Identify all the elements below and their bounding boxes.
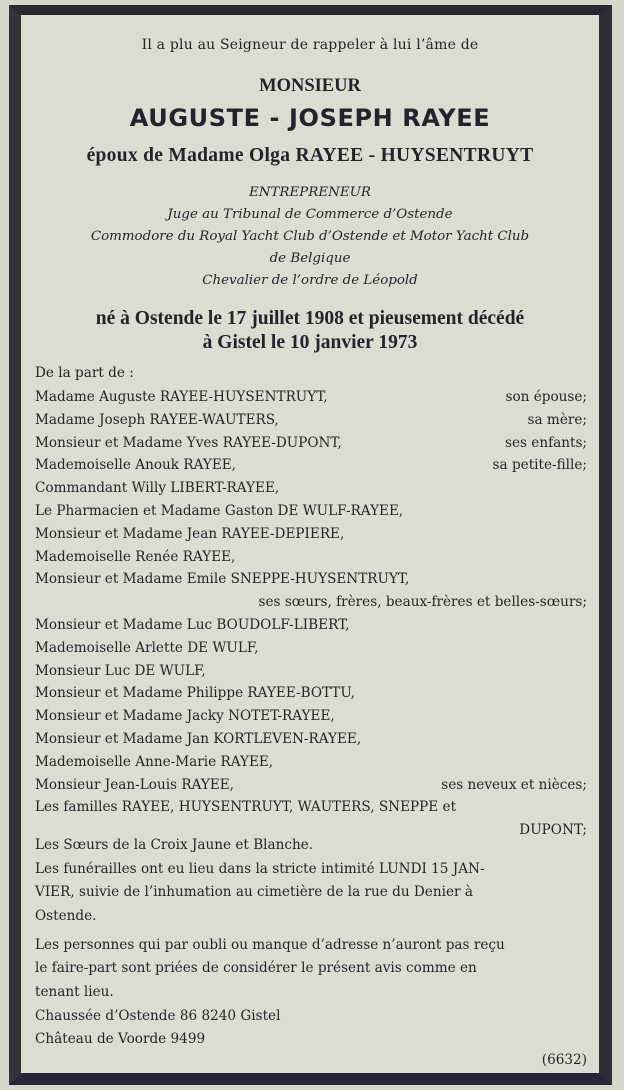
family-relation: sa petite-fille; [492, 457, 587, 474]
family-row [35, 640, 587, 662]
family-row [35, 503, 587, 525]
family-row [35, 685, 587, 707]
family-row [35, 754, 587, 776]
family-member-name: Mademoiselle Renée RAYEE, [35, 548, 236, 565]
death-notice [21, 15, 599, 1073]
family-member-name: Commandant Willy LIBERT-RAYEE, [35, 480, 280, 497]
family-row [35, 526, 587, 548]
family-member-name: Mademoiselle Anne-Marie RAYEE, [35, 753, 274, 770]
title-commodore: Commodore du Royal Yacht Club d’Ostende et Motor Yacht Club [90, 229, 530, 244]
family-member-name: Monsieur et Madame Philippe RAYEE-BOTTU, [35, 685, 355, 702]
family-member-name: Monsieur et Madame Jacky NOTET-RAYEE, [35, 708, 335, 725]
family-row [35, 549, 587, 571]
family-relation: DUPONT; [519, 822, 587, 839]
paragraph-funeral-1: Les funérailles ont eu lieu dans la stricte intimité LUNDI 15 JAN- [35, 861, 485, 877]
address-line-2: Château de Voorde 9499 [35, 1031, 206, 1047]
paragraph-notice-2: le faire-part sont priées de considérer le présent avis comme en [35, 960, 477, 976]
reference-number: (6632) [541, 1052, 587, 1068]
title-judge: Juge au Tribunal de Commerce d’Ostende [167, 207, 453, 222]
intro-line: Il a plu au Seigneur de rappeler à lui l’âme de [141, 37, 479, 53]
family-row [35, 663, 587, 685]
family-member-name: Les familles RAYEE, HUYSENTRUYT, WAUTERS, SNEPPE et [35, 799, 457, 816]
family-row [35, 799, 587, 821]
family-member-name: Mademoiselle Arlette DE WULF, [35, 639, 259, 656]
paragraph-notice-1: Les personnes qui par oubli ou manque d’adresse n’auront pas reçu [35, 937, 505, 953]
family-row [35, 571, 587, 593]
title-chevalier: Chevalier de l’ordre de Léopold [202, 273, 418, 288]
mourning-border-frame [9, 5, 612, 1085]
address-line-1: Chaussée d’Ostende 86 8240 Gistel [35, 1008, 281, 1024]
paragraph-notice-3: tenant lieu. [35, 984, 114, 1000]
family-member-name: Monsieur et Madame Emile SNEPPE-HUYSENTRUYT, [35, 571, 410, 588]
family-row [35, 777, 587, 799]
family-row [35, 708, 587, 730]
family-member-name: Madame Joseph RAYEE-WAUTERS, [35, 411, 279, 428]
paragraph-funeral-2: VIER, suivie de l’inhumation au cimetière de la rue du Denier à [35, 884, 473, 900]
family-member-name: Monsieur et Madame Jean RAYEE-DEPIERE, [35, 525, 345, 542]
birth-death-line-2: à Gistel le 10 janvier 1973 [202, 332, 418, 353]
from-label: De la part de : [35, 365, 134, 381]
family-member-name: Monsieur Luc DE WULF, [35, 662, 206, 679]
family-row [35, 617, 587, 639]
family-relation: son épouse; [505, 389, 587, 405]
family-member-name: Monsieur et Madame Luc BOUDOLF-LIBERT, [35, 617, 350, 633]
title-commodore-cont: de Belgique [269, 251, 351, 266]
family-member-name: Mademoiselle Anouk RAYEE, [35, 457, 236, 474]
family-member-name: Monsieur et Madame Yves RAYEE-DUPONT, [35, 434, 342, 451]
family-relation: ses sœurs, frères, beaux-frères et belles-sœurs; [258, 594, 587, 611]
family-member-name: Monsieur et Madame Jan KORTLEVEN-RAYEE, [35, 731, 362, 747]
spouse-line: époux de Madame Olga RAYEE - HUYSENTRUYT [86, 145, 534, 166]
family-relation: ses neveux et nièces; [441, 776, 587, 793]
paragraph-funeral-3: Ostende. [35, 908, 97, 924]
birth-death-line-1: né à Ostende le 17 juillet 1908 et pieusement décédé [95, 308, 525, 329]
family-relation: sa mère; [527, 411, 587, 428]
family-row [35, 731, 587, 753]
family-row [35, 480, 587, 502]
family-row [35, 457, 587, 479]
family-row [35, 435, 587, 457]
title-occupation: ENTREPRENEUR [248, 185, 371, 200]
family-member-name: Madame Auguste RAYEE-HUYSENTRUYT, [35, 389, 328, 405]
honorific-title: MONSIEUR [259, 76, 361, 96]
deceased-name: AUGUSTE - JOSEPH RAYEE [129, 104, 491, 132]
family-member-name: Le Pharmacien et Madame Gaston DE WULF-RAYEE, [35, 503, 404, 519]
family-row [35, 594, 587, 616]
family-row [35, 389, 587, 411]
family-row [35, 412, 587, 434]
paragraph-sisters: Les Sœurs de la Croix Jaune et Blanche. [35, 837, 314, 853]
family-relation: ses enfants; [504, 434, 587, 451]
family-member-name: Monsieur Jean-Louis RAYEE, [35, 776, 235, 793]
